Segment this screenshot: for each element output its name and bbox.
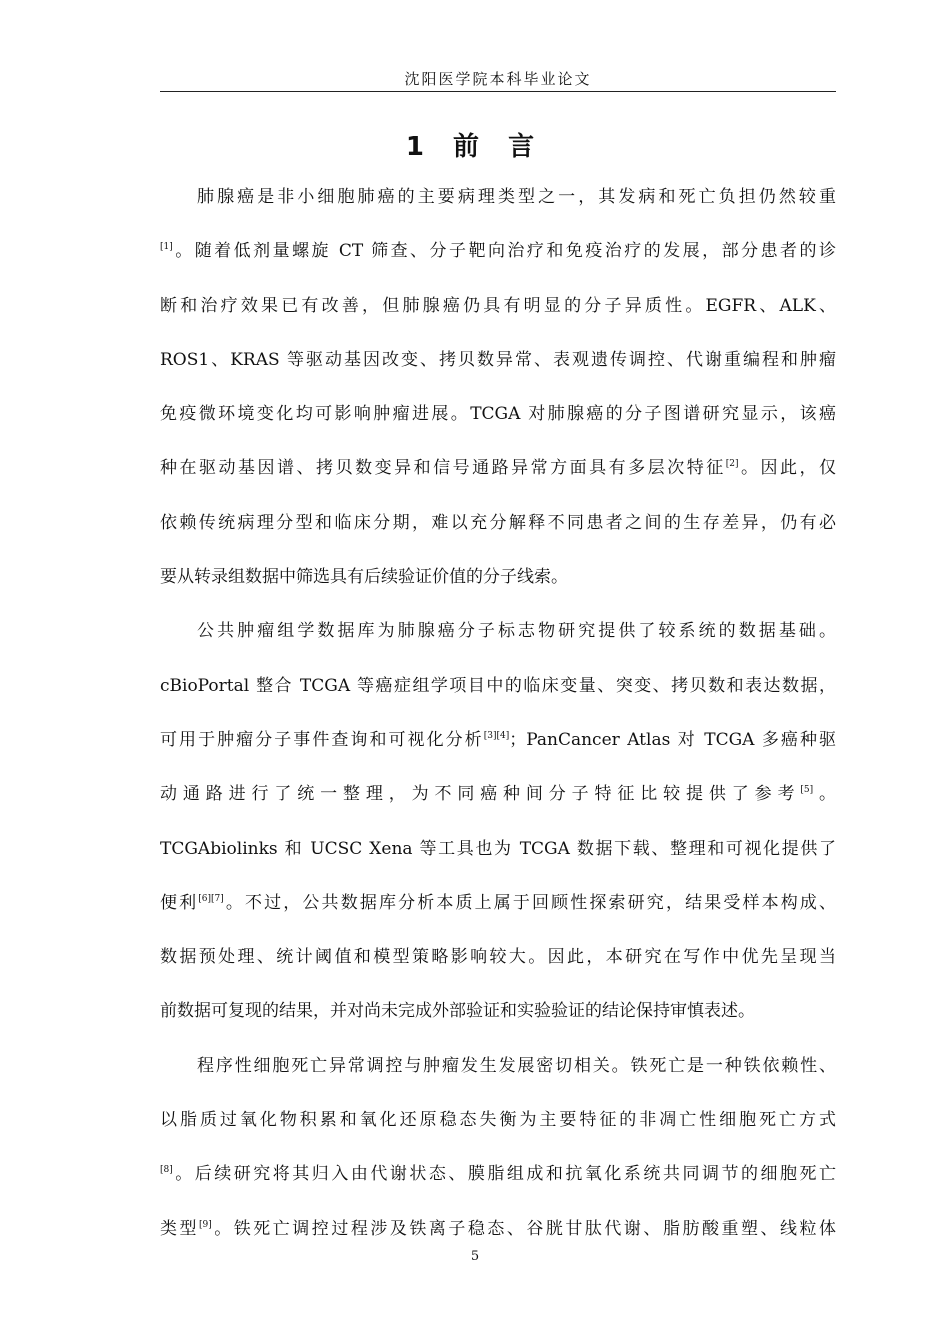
line-text: 免疫微环境变化均可影响肿瘤进展。TCGA 对肺腺癌的分子图谱研究显示，该癌 xyxy=(160,404,836,425)
line-text: 公共肿瘤组学数据库为肺腺癌分子标志物研究提供了较系统的数据基础。 xyxy=(197,621,836,642)
line-text: 以脂质过氧化物积累和氧化还原稳态失衡为主要特征的非凋亡性细胞死亡方式 xyxy=(160,1110,836,1131)
citation-ref: [5] xyxy=(800,785,814,796)
line-text-after: 。铁死亡调控过程涉及铁离子稳态、谷胱甘肽代谢、脂肪酸重塑、线粒体 xyxy=(211,1218,836,1239)
line-text: 。后续研究将其归入由代谢状态、膜脂组成和抗氧化系统共同调节的细胞死亡 xyxy=(172,1164,836,1185)
line-text-after: ；PanCancer Atlas 对 TCGA 多癌种驱 xyxy=(509,729,837,750)
line-text: 便利 xyxy=(160,892,199,913)
text-line xyxy=(160,453,836,507)
line-text: 前数据可复现的结果，并对尚未完成外部验证和实验验证的结论保持审慎表述。 xyxy=(160,1001,755,1022)
line-text: TCGAbiolinks 和 UCSC Xena 等工具也为 TCGA 数据下载、整理和可视化提供了 xyxy=(160,838,836,859)
line-text-after: 。 xyxy=(813,784,837,805)
section-title: 1 前 言 xyxy=(405,132,545,162)
header-rule xyxy=(160,91,836,92)
text-line xyxy=(160,616,836,670)
text-line xyxy=(160,508,836,562)
text-line xyxy=(160,671,836,725)
page-number: 5 xyxy=(470,1249,480,1264)
line-text: 断和治疗效果已有改善，但肺腺癌仍具有明显的分子异质性。EGFR、ALK、 xyxy=(160,295,836,316)
line-text: 要从转录组数据中筛选具有后续验证价值的分子线索。 xyxy=(160,567,568,588)
text-line xyxy=(160,1105,836,1159)
text-line xyxy=(160,345,836,399)
text-line xyxy=(160,1051,836,1105)
text-line xyxy=(160,562,836,616)
text-line xyxy=(160,996,836,1050)
text-line xyxy=(160,236,836,290)
line-text: 可用于肿瘤分子事件查询和可视化分析 xyxy=(160,729,484,750)
line-text: ROS1、KRAS 等驱动基因改变、拷贝数异常、表观遗传调控、代谢重编程和肿瘤 xyxy=(160,349,836,370)
line-text: 程序性细胞死亡异常调控与肿瘤发生发展密切相关。铁死亡是一种铁依赖性、 xyxy=(197,1055,836,1076)
line-text: 数据预处理、统计阈值和模型策略影响较大。因此，本研究在写作中优先呈现当 xyxy=(160,947,836,968)
text-line xyxy=(160,888,836,942)
line-text-after: 。因此，仅 xyxy=(738,458,837,479)
line-text: 肺腺癌是非小细胞肺癌的主要病理类型之一，其发病和死亡负担仍然较重 xyxy=(197,187,836,207)
line-text: 类型 xyxy=(160,1218,200,1239)
text-line xyxy=(160,182,836,236)
line-text: 依赖传统病理分型和临床分期，难以充分解释不同患者之间的生存差异，仍有必 xyxy=(160,512,836,533)
text-line xyxy=(160,399,836,453)
citation-ref: [6][7] xyxy=(198,893,224,904)
text-line xyxy=(160,834,836,888)
line-text: cBioPortal 整合 TCGA 等癌症组学项目中的临床变量、突变、拷贝数和表达数据， xyxy=(160,675,836,696)
text-line xyxy=(160,725,836,779)
citation-ref: [3][4] xyxy=(483,730,510,741)
text-line xyxy=(160,1159,836,1213)
line-text: 种在驱动基因谱、拷贝数变异和信号通路异常方面具有多层次特征 xyxy=(160,458,726,479)
citation-ref: [8] xyxy=(160,1165,173,1176)
text-line xyxy=(160,942,836,996)
page-header: 沈阳医学院本科毕业论文 xyxy=(404,70,592,88)
citation-ref: [1] xyxy=(160,242,173,253)
citation-ref: [2] xyxy=(725,459,739,470)
text-line xyxy=(160,291,836,345)
line-text: 动通路进行了统一整理，为不同癌种间分子特征比较提供了参考 xyxy=(160,784,801,805)
line-text: 。随着低剂量螺旋 CT 筛查、分子靶向治疗和免疫治疗的发展，部分患者的诊 xyxy=(172,241,836,262)
line-text-after: 。不过，公共数据库分析本质上属于回顾性探索研究，结果受样本构成、 xyxy=(223,892,836,913)
text-line xyxy=(160,779,836,833)
citation-ref: [9] xyxy=(199,1219,212,1230)
body-text xyxy=(160,182,836,1268)
